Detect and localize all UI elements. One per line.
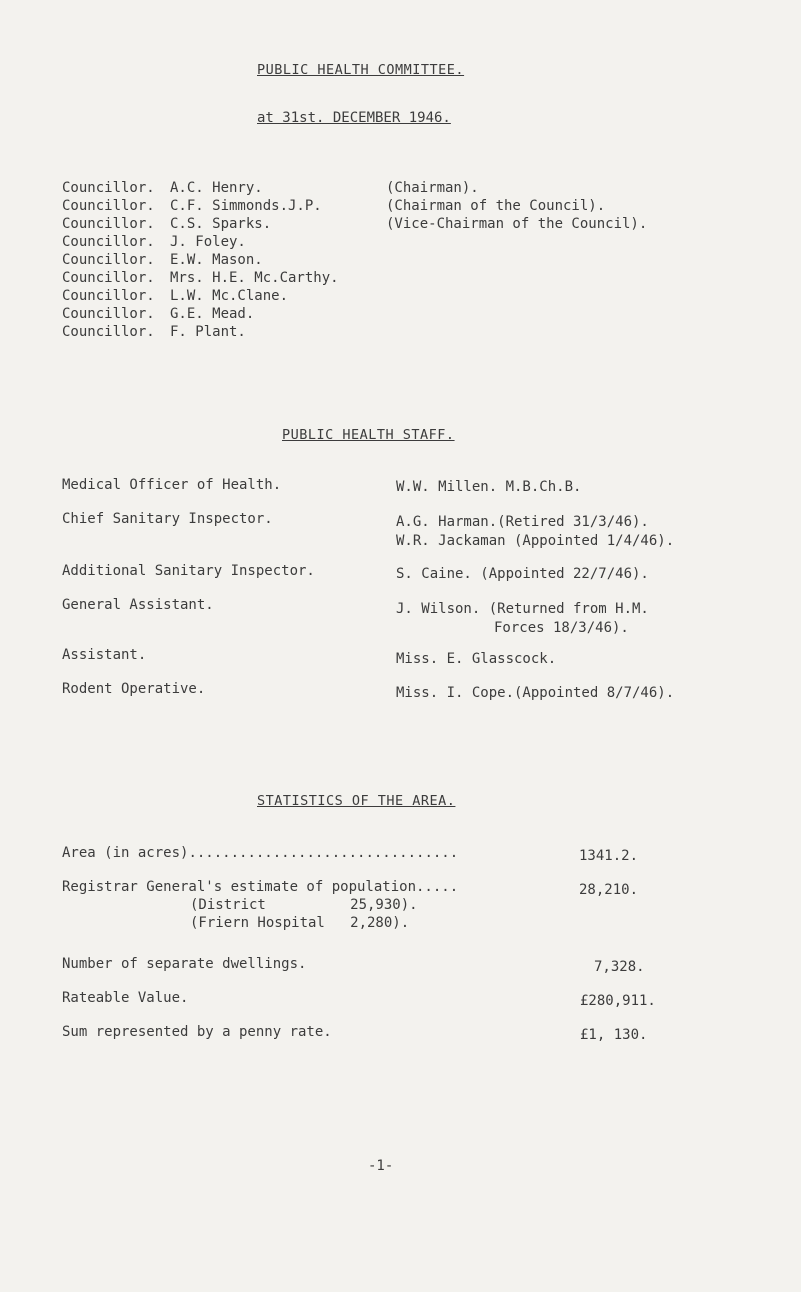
staff-holder-line2: Forces 18/3/46).: [494, 620, 629, 636]
staff-holder: S. Caine. (Appointed 22/7/46).: [396, 566, 649, 582]
member-name: Mrs. H.E. Mc.Carthy.: [170, 270, 339, 286]
staff-title: PUBLIC HEALTH STAFF.: [282, 427, 455, 443]
staff-post: General Assistant.: [62, 597, 214, 613]
area-label: Area (in acres)................................: [62, 845, 459, 861]
rateable-label: Rateable Value.: [62, 990, 189, 1006]
hospital-population: (Friern Hospital 2,280).: [190, 915, 410, 931]
staff-post: Assistant.: [62, 647, 147, 663]
member-role: (Vice-Chairman of the Council).: [386, 216, 648, 232]
rateable-value: £280,911.: [580, 993, 656, 1009]
member-name: J. Foley.: [170, 234, 246, 250]
staff-post: Additional Sanitary Inspector.: [62, 563, 315, 579]
member-title: Councillor.: [62, 324, 155, 340]
staff-holder: A.G. Harman.(Retired 31/3/46).: [396, 514, 649, 530]
staff-post: Medical Officer of Health.: [62, 477, 282, 493]
committee-date: at 31st. DECEMBER 1946.: [257, 110, 451, 126]
member-title: Councillor.: [62, 234, 155, 250]
member-name: E.W. Mason.: [170, 252, 263, 268]
population-label: Registrar General's estimate of population.....: [62, 879, 459, 895]
staff-holder-line2: W.R. Jackaman (Appointed 1/4/46).: [396, 533, 675, 549]
dwellings-label: Number of separate dwellings.: [62, 956, 307, 972]
staff-holder: Miss. E. Glasscock.: [396, 651, 557, 667]
committee-title: PUBLIC HEALTH COMMITTEE.: [257, 62, 465, 78]
penny-rate-value: £1, 130.: [580, 1027, 648, 1043]
member-name: C.F. Simmonds.J.P.: [170, 198, 322, 214]
member-title: Councillor.: [62, 288, 155, 304]
staff-post: Chief Sanitary Inspector.: [62, 511, 273, 527]
member-name: L.W. Mc.Clane.: [170, 288, 289, 304]
member-title: Councillor.: [62, 216, 155, 232]
staff-holder: Miss. I. Cope.(Appointed 8/7/46).: [396, 685, 675, 701]
population-value: 28,210.: [579, 882, 639, 898]
staff-holder: W.W. Millen. M.B.Ch.B.: [396, 479, 582, 495]
member-role: (Chairman).: [386, 180, 479, 196]
member-name: F. Plant.: [170, 324, 246, 340]
staff-post: Rodent Operative.: [62, 681, 206, 697]
dwellings-value: 7,328.: [594, 959, 645, 975]
statistics-title: STATISTICS OF THE AREA.: [257, 793, 456, 809]
member-role: (Chairman of the Council).: [386, 198, 606, 214]
area-value: 1341.2.: [579, 848, 639, 864]
area-leader-dots: ................................: [188, 845, 459, 861]
member-title: Councillor.: [62, 252, 155, 268]
member-title: Councillor.: [62, 270, 155, 286]
page-number: -1-: [368, 1158, 394, 1174]
member-name: C.S. Sparks.: [170, 216, 272, 232]
member-title: Councillor.: [62, 180, 155, 196]
penny-rate-label: Sum represented by a penny rate.: [62, 1024, 332, 1040]
member-name: A.C. Henry.: [170, 180, 263, 196]
member-title: Councillor.: [62, 198, 155, 214]
district-population: (District 25,930).: [190, 897, 418, 913]
member-title: Councillor.: [62, 306, 155, 322]
member-name: G.E. Mead.: [170, 306, 255, 322]
staff-holder: J. Wilson. (Returned from H.M.: [396, 601, 649, 617]
